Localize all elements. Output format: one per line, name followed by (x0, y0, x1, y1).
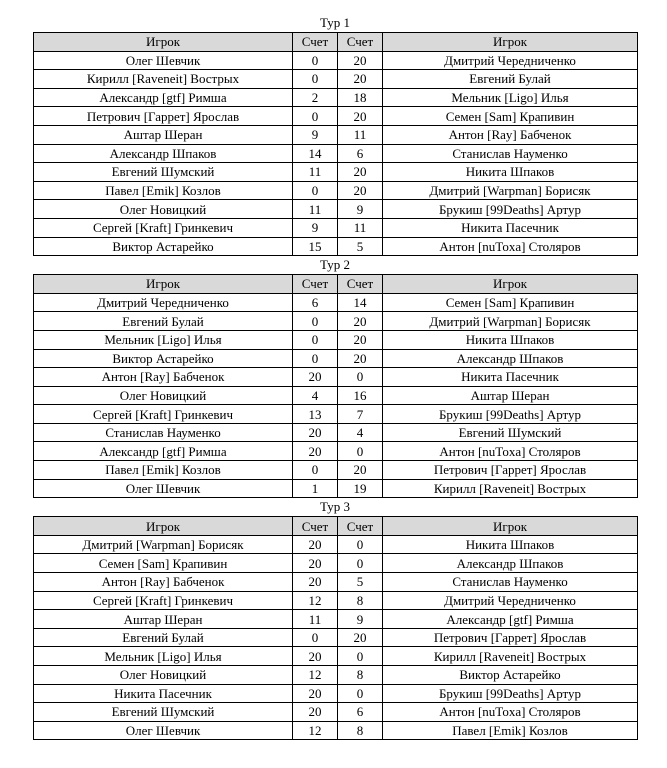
round-title: Тур 2 (319, 257, 351, 273)
player-left-cell: Аштар Шеран (34, 125, 293, 144)
player-left-cell: Евгений Шумский (34, 163, 293, 182)
score-right-cell: 7 (338, 405, 383, 424)
player-right-cell: Антон [nuToxa] Столяров (383, 703, 638, 722)
player-left-cell: Дмитрий [Warpman] Борисяк (34, 535, 293, 554)
score-left-cell: 15 (293, 237, 338, 256)
score-left-cell: 0 (293, 70, 338, 89)
round-table (33, 32, 638, 256)
score-left-cell: 0 (293, 312, 338, 331)
player-right-cell: Евгений Шумский (383, 423, 638, 442)
table-row (34, 293, 638, 312)
score-right-cell: 16 (338, 386, 383, 405)
score-right-cell: 0 (338, 684, 383, 703)
score-right-cell: 20 (338, 628, 383, 647)
results-document (33, 14, 637, 740)
score-header: Счет (293, 33, 338, 52)
player-right-cell: Антон [Ray] Бабченок (383, 125, 638, 144)
table-row (34, 51, 638, 70)
player-right-cell: Александр Шпаков (383, 554, 638, 573)
player-right-cell: Станислав Науменко (383, 573, 638, 592)
score-left-cell: 0 (293, 461, 338, 480)
score-right-cell: 5 (338, 237, 383, 256)
player-left-cell: Станислав Науменко (34, 423, 293, 442)
table-row (34, 442, 638, 461)
player-right-cell: Дмитрий Чередниченко (383, 591, 638, 610)
player-left-cell: Александр Шпаков (34, 144, 293, 163)
table-row (34, 628, 638, 647)
table-row (34, 461, 638, 480)
score-right-cell: 11 (338, 218, 383, 237)
score-right-cell: 20 (338, 330, 383, 349)
player-header: Игрок (383, 33, 638, 52)
player-right-cell: Станислав Науменко (383, 144, 638, 163)
score-left-cell: 1 (293, 479, 338, 498)
player-right-cell: Никита Шпаков (383, 163, 638, 182)
score-left-cell: 0 (293, 349, 338, 368)
table-row (34, 125, 638, 144)
player-header: Игрок (34, 517, 293, 536)
player-right-cell: Брукиш [99Deaths] Артур (383, 405, 638, 424)
table-row (34, 218, 638, 237)
player-right-cell: Антон [nuToxa] Столяров (383, 237, 638, 256)
player-left-cell: Павел [Emik] Козлов (34, 461, 293, 480)
score-left-cell: 11 (293, 610, 338, 629)
table-row (34, 181, 638, 200)
score-right-cell: 18 (338, 88, 383, 107)
player-left-cell: Павел [Emik] Козлов (34, 181, 293, 200)
player-right-cell: Дмитрий Чередниченко (383, 51, 638, 70)
player-right-cell: Семен [Sam] Крапивин (383, 293, 638, 312)
player-left-cell: Евгений Булай (34, 628, 293, 647)
table-row (34, 312, 638, 331)
player-right-cell: Кирилл [Raveneit] Вострых (383, 647, 638, 666)
score-right-cell: 6 (338, 703, 383, 722)
score-left-cell: 20 (293, 423, 338, 442)
table-row (34, 349, 638, 368)
table-row (34, 70, 638, 89)
player-left-cell: Виктор Астарейко (34, 349, 293, 368)
player-left-cell: Евгений Булай (34, 312, 293, 331)
table-row (34, 200, 638, 219)
score-left-cell: 20 (293, 573, 338, 592)
score-right-cell: 14 (338, 293, 383, 312)
player-left-cell: Сергей [Kraft] Гринкевич (34, 591, 293, 610)
score-left-cell: 12 (293, 721, 338, 740)
score-right-cell: 9 (338, 200, 383, 219)
player-right-cell: Антон [nuToxa] Столяров (383, 442, 638, 461)
table-row (34, 163, 638, 182)
player-left-cell: Сергей [Kraft] Гринкевич (34, 218, 293, 237)
score-left-cell: 4 (293, 386, 338, 405)
score-left-cell: 20 (293, 535, 338, 554)
header-row (34, 33, 638, 52)
player-right-cell: Брукиш [99Deaths] Артур (383, 684, 638, 703)
player-left-cell: Сергей [Kraft] Гринкевич (34, 405, 293, 424)
player-left-cell: Мельник [Ligo] Илья (34, 330, 293, 349)
score-left-cell: 20 (293, 703, 338, 722)
table-row (34, 405, 638, 424)
player-left-cell: Олег Новицкий (34, 200, 293, 219)
score-left-cell: 13 (293, 405, 338, 424)
header-row (34, 275, 638, 294)
score-header: Счет (293, 517, 338, 536)
score-left-cell: 0 (293, 330, 338, 349)
player-left-cell: Евгений Шумский (34, 703, 293, 722)
score-left-cell: 20 (293, 554, 338, 573)
table-row (34, 591, 638, 610)
score-left-cell: 0 (293, 628, 338, 647)
score-left-cell: 20 (293, 368, 338, 387)
score-right-cell: 0 (338, 647, 383, 666)
score-left-cell: 20 (293, 442, 338, 461)
score-left-cell: 20 (293, 684, 338, 703)
round-title: Тур 1 (319, 15, 351, 30)
score-right-cell: 4 (338, 423, 383, 442)
round-table (33, 274, 638, 498)
header-row (34, 517, 638, 536)
score-right-cell: 11 (338, 125, 383, 144)
score-left-cell: 12 (293, 591, 338, 610)
score-right-cell: 8 (338, 721, 383, 740)
player-left-cell: Петрович [Гаррет] Ярослав (34, 107, 293, 126)
player-left-cell: Дмитрий Чередниченко (34, 293, 293, 312)
score-right-cell: 6 (338, 144, 383, 163)
score-left-cell: 2 (293, 88, 338, 107)
player-right-cell: Семен [Sam] Крапивин (383, 107, 638, 126)
score-right-cell: 0 (338, 442, 383, 461)
table-row (34, 535, 638, 554)
player-right-cell: Никита Шпаков (383, 535, 638, 554)
player-left-cell: Антон [Ray] Бабченок (34, 368, 293, 387)
player-header: Игрок (34, 275, 293, 294)
player-right-cell: Александр Шпаков (383, 349, 638, 368)
score-right-cell: 9 (338, 610, 383, 629)
score-left-cell: 12 (293, 666, 338, 685)
player-header: Игрок (34, 33, 293, 52)
table-row (34, 423, 638, 442)
player-right-cell: Петрович [Гаррет] Ярослав (383, 628, 638, 647)
player-right-cell: Никита Шпаков (383, 330, 638, 349)
player-left-cell: Александр [gtf] Римша (34, 442, 293, 461)
round-title: Тур 3 (319, 499, 351, 515)
player-right-cell: Никита Пасечник (383, 218, 638, 237)
player-left-cell: Александр [gtf] Римша (34, 88, 293, 107)
score-left-cell: 6 (293, 293, 338, 312)
player-left-cell: Семен [Sam] Крапивин (34, 554, 293, 573)
table-row (34, 107, 638, 126)
score-right-cell: 20 (338, 349, 383, 368)
score-left-cell: 0 (293, 107, 338, 126)
player-right-cell: Дмитрий [Warpman] Борисяк (383, 312, 638, 331)
player-header: Игрок (383, 275, 638, 294)
score-left-cell: 0 (293, 51, 338, 70)
table-row (34, 610, 638, 629)
player-left-cell: Олег Шевчик (34, 721, 293, 740)
score-right-cell: 20 (338, 107, 383, 126)
player-left-cell: Виктор Астарейко (34, 237, 293, 256)
score-left-cell: 20 (293, 647, 338, 666)
score-left-cell: 11 (293, 163, 338, 182)
score-header: Счет (338, 33, 383, 52)
table-row (34, 684, 638, 703)
table-row (34, 88, 638, 107)
player-right-cell: Никита Пасечник (383, 368, 638, 387)
score-right-cell: 20 (338, 51, 383, 70)
table-row (34, 368, 638, 387)
table-row (34, 573, 638, 592)
player-right-cell: Дмитрий [Warpman] Борисяк (383, 181, 638, 200)
player-left-cell: Олег Шевчик (34, 51, 293, 70)
player-header: Игрок (383, 517, 638, 536)
score-left-cell: 0 (293, 181, 338, 200)
table-row (34, 237, 638, 256)
score-right-cell: 0 (338, 368, 383, 387)
table-row (34, 703, 638, 722)
player-left-cell: Олег Шевчик (34, 479, 293, 498)
table-row (34, 330, 638, 349)
score-header: Счет (338, 275, 383, 294)
score-header: Счет (293, 275, 338, 294)
table-row (34, 144, 638, 163)
player-left-cell: Никита Пасечник (34, 684, 293, 703)
player-right-cell: Брукиш [99Deaths] Артур (383, 200, 638, 219)
player-left-cell: Антон [Ray] Бабченок (34, 573, 293, 592)
table-row (34, 554, 638, 573)
score-right-cell: 0 (338, 535, 383, 554)
table-row (34, 386, 638, 405)
score-left-cell: 14 (293, 144, 338, 163)
score-right-cell: 20 (338, 312, 383, 331)
score-left-cell: 11 (293, 200, 338, 219)
player-right-cell: Виктор Астарейко (383, 666, 638, 685)
score-right-cell: 20 (338, 70, 383, 89)
player-left-cell: Олег Новицкий (34, 386, 293, 405)
player-right-cell: Кирилл [Raveneit] Вострых (383, 479, 638, 498)
table-row (34, 666, 638, 685)
player-left-cell: Олег Новицкий (34, 666, 293, 685)
table-row (34, 647, 638, 666)
score-right-cell: 20 (338, 163, 383, 182)
player-left-cell: Аштар Шеран (34, 610, 293, 629)
score-right-cell: 20 (338, 181, 383, 200)
score-left-cell: 9 (293, 218, 338, 237)
player-left-cell: Мельник [Ligo] Илья (34, 647, 293, 666)
score-right-cell: 8 (338, 666, 383, 685)
score-header: Счет (338, 517, 383, 536)
player-right-cell: Аштар Шеран (383, 386, 638, 405)
player-right-cell: Евгений Булай (383, 70, 638, 89)
score-right-cell: 20 (338, 461, 383, 480)
round-table (33, 516, 638, 740)
table-row (34, 721, 638, 740)
score-left-cell: 9 (293, 125, 338, 144)
player-right-cell: Петрович [Гаррет] Ярослав (383, 461, 638, 480)
score-right-cell: 5 (338, 573, 383, 592)
score-right-cell: 19 (338, 479, 383, 498)
player-right-cell: Павел [Emik] Козлов (383, 721, 638, 740)
player-right-cell: Мельник [Ligo] Илья (383, 88, 638, 107)
score-right-cell: 0 (338, 554, 383, 573)
player-left-cell: Кирилл [Raveneit] Вострых (34, 70, 293, 89)
score-right-cell: 8 (338, 591, 383, 610)
table-row (34, 479, 638, 498)
player-right-cell: Александр [gtf] Римша (383, 610, 638, 629)
